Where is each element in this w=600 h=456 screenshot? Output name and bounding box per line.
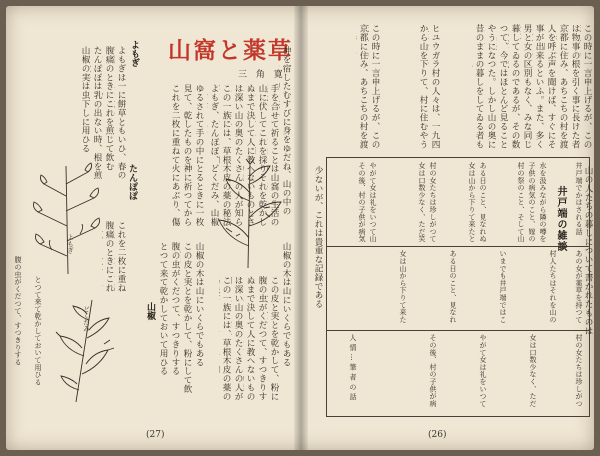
text-column: よもぎは一に餅草ともいひ、春の	[116, 46, 126, 180]
text-column: その後、村の子供が病気	[358, 162, 366, 243]
text-column: 手を合せて祈ることは山窩の生活の	[269, 84, 279, 227]
text-column: この皮と実とを乾かして、粉に	[269, 276, 279, 401]
text-column: この皮と実とを乾かして、粉にして飲	[182, 242, 192, 394]
boxed-article-heading: 井戸端の雑談	[555, 186, 566, 252]
divider	[327, 330, 589, 331]
book-spread	[6, 6, 594, 450]
text-column: 山椒の木は山にいくらでもある	[281, 242, 291, 367]
section-heading-yomogi: よもぎ	[129, 40, 139, 67]
text-column: 山に伏してこれを採りそれを乾かし	[257, 84, 267, 227]
text-column: 村人たちはそれを山の	[549, 250, 557, 323]
text-column: から山を下りて、村に住むやう	[418, 24, 428, 149]
book-gutter	[294, 6, 308, 450]
left-page	[6, 6, 294, 450]
text-column: 女は口数少なく、ただ笑	[418, 162, 426, 243]
text-column: は深い山の奥のたくさんの人が知ら	[233, 84, 243, 227]
text-column: その後、村の子供が病	[429, 334, 437, 407]
text-column: 事が出来るといふ。また、多く	[534, 24, 544, 149]
text-column: 水を汲みながら隣の噂を	[539, 162, 547, 243]
text-column: 神を宿したむすびに身をゆだね、山の中の	[281, 46, 291, 216]
sansho-plant-illustration	[46, 294, 136, 404]
text-column: これを二枚に重ね	[116, 221, 126, 293]
article-author: 三 角 寛	[238, 70, 286, 80]
text-column: 村の女たちは珍しがつて	[429, 162, 437, 243]
text-column: 少ないが、これは貴重な記録である	[313, 166, 323, 309]
text-column: ある日のこと、見なれぬ	[479, 162, 487, 243]
text-column: ぬまで決して人に教へないもの	[245, 276, 255, 401]
text-column: たんぽぽは乳の出ない時、根を煎	[92, 46, 102, 180]
text-column: 腹の虫がくだつて、すつきりする	[14, 256, 22, 366]
plant-caption: よもぎ	[66, 234, 74, 254]
right-page	[308, 6, 594, 450]
text-column: 山椒の実は虫下しに用ひる	[80, 46, 90, 153]
text-column: 山椒の木は山にいくらでもある	[194, 242, 204, 367]
text-column: ゆるされて手の中にとるときに一枚	[194, 84, 204, 227]
text-column: 男と女の区別もなく、みな同じ	[522, 24, 532, 149]
text-column: やがて女は礼をいつて	[479, 334, 487, 407]
text-column: 人 情 … 筆 者 の 話	[349, 334, 357, 401]
text-column: あの女が薬草を持つて	[575, 250, 583, 323]
boxed-article	[326, 157, 590, 417]
page-number: (27)	[146, 430, 165, 440]
text-column: やがて女は礼をいつて山	[369, 162, 377, 243]
text-column: 井戸端でかはされる話	[575, 162, 583, 235]
article-title: 山窩と薬草	[168, 38, 293, 64]
plant-caption: どくだみ	[82, 306, 90, 332]
page-number: (26)	[428, 430, 447, 440]
text-column: 京都に住み、あちこちの村を渡	[558, 24, 568, 149]
text-column: 女は山から下りて来たと	[468, 162, 476, 243]
text-column: とつて来て乾かしておいて用ひる	[34, 276, 42, 386]
text-column: この時に一言申上げるが、この	[370, 24, 380, 149]
text-column: とつて来て乾かしておいて用ひる	[158, 242, 168, 376]
text-column: 見て、乾したものを神に祈つてから	[182, 84, 192, 227]
divider	[327, 246, 589, 247]
text-column: 人を呼ぶ声を聞けば、すぐにそ	[546, 24, 556, 149]
section-heading-sansho: 山椒	[145, 302, 155, 320]
text-column: これを二枚に重ねて火にあぶり、傷	[170, 84, 180, 227]
text-column: ぬまで決して人に教へないものとさ	[245, 84, 255, 227]
text-column: 京都に住み、あちこちの村を渡	[358, 24, 368, 149]
text-column: 暮してゐるのであるが、その数	[510, 24, 520, 149]
text-column: 村の祭のこと、そして山	[517, 162, 525, 243]
text-column: この時に一言申上げるが、この	[582, 24, 592, 149]
text-column: 腹痛のときにこれ	[104, 221, 114, 293]
text-column: 子供の病気のこと、嫁の	[528, 162, 536, 243]
text-column: は深い山の奥のたくさんの人が	[233, 276, 243, 401]
text-column: 女は山から下りて来た	[399, 250, 407, 323]
text-column: いまでも井戸端ではこ	[499, 250, 507, 323]
text-column: 村の女たちは珍しがつ	[575, 334, 583, 407]
text-column: つて、今ではほとんど見ること	[498, 24, 508, 149]
text-column: ある日のこと、見なれ	[449, 250, 457, 323]
text-column: この一族には、草根木皮の薬の	[221, 276, 231, 401]
text-column: 腹の虫がくだつて、すつきりす	[257, 276, 267, 401]
text-column: この一族には、草根木皮の薬の秘法	[221, 84, 231, 227]
text-column: ヒユウガラ村の人々は、一九四	[430, 24, 440, 149]
text-column: 女は口数少なく、ただ	[529, 334, 537, 407]
text-column: 腹の虫がくだつて、すつきりする	[170, 242, 180, 376]
text-column: 腹痛のときにこれを煎じて飲む	[104, 46, 114, 171]
text-column: 山の人たちの暮しについて書かれたものは	[583, 166, 593, 336]
text-column: よもぎ、たんぽぽ、どくだみ、山椒	[209, 84, 219, 227]
text-column: やうになつた。しかし山の奥に	[486, 24, 496, 149]
section-heading-tanpopo: たんぽぽ	[127, 164, 137, 200]
text-column: は物事の根を引く事に長けた者	[570, 24, 580, 149]
text-column: 昔のままの暮しをしてゐる者も	[474, 24, 484, 149]
